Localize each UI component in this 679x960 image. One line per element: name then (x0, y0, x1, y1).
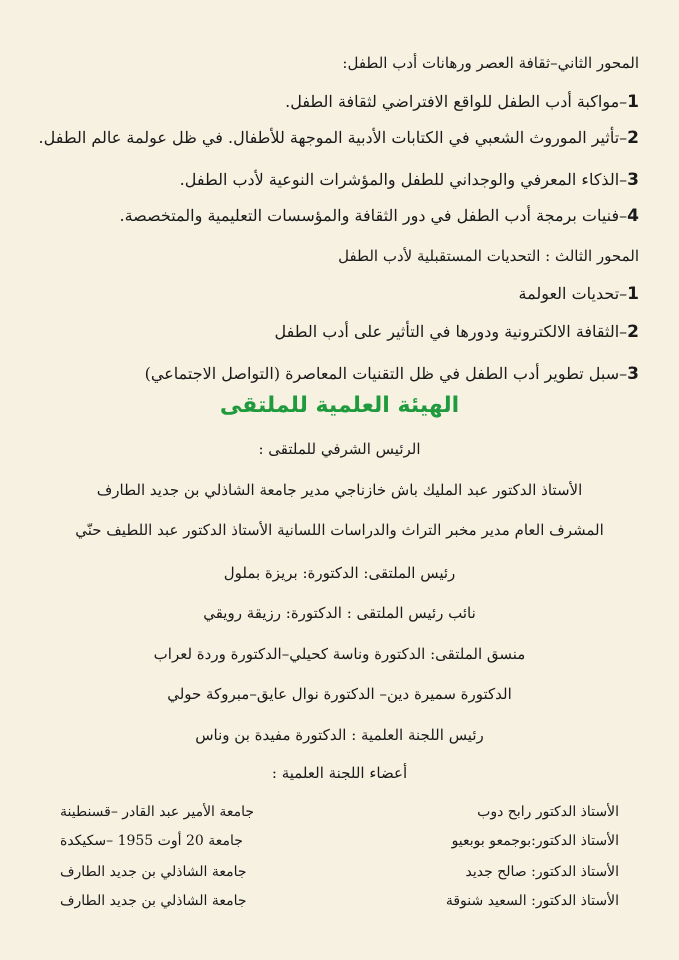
item-number: 4 (627, 206, 639, 226)
item-text: –مواكبة أدب الطفل للواقع الافتراضي لثقافة الطفل. (285, 92, 628, 111)
member-university: جامعة 20 أوت 1955 –سكيكدة (60, 833, 243, 849)
axis2-item-3 (180, 170, 639, 190)
axis3-item-3 (145, 364, 639, 384)
item-number: 2 (627, 322, 639, 342)
axis3-item-1 (518, 284, 639, 304)
coordinators-continued: الدكتورة سميرة دين– الدكتورة نوال عايق–مبروكة حولي (167, 685, 512, 703)
member-university: جامعة الأمير عبد القادر –قسنطينة (60, 804, 255, 820)
scientific-committee-members-label: أعضاء اللجنة العلمية : (271, 764, 408, 782)
item-number: 1 (627, 284, 639, 304)
item-number: 3 (627, 170, 639, 190)
axis3-item-2 (274, 322, 639, 342)
item-text: –سبل تطوير أدب الطفل في ظل التقنيات المعاصرة (التواصل الاجتماعي) (144, 364, 628, 383)
conference-president: رئيس الملتقى: الدكتورة: بريزة بملول (223, 564, 456, 582)
member-name: الأستاذ الدكتور: صالح جديد (465, 864, 619, 880)
scientific-committee-president: رئيس اللجنة العلمية : الدكتورة مفيدة بن وناس (195, 726, 484, 744)
axis2-item-2 (39, 128, 639, 148)
axis3-title: المحور الثالث : التحديات المستقبلية لأدب الطفل (338, 247, 639, 265)
item-text: –فنيات برمجة أدب الطفل في دور الثقافة والمؤسسات التعليمية والمتخصصة. (119, 206, 628, 225)
item-number: 1 (627, 92, 639, 112)
member-university: جامعة الشاذلي بن جديد الطارف (60, 864, 247, 880)
member-row (60, 861, 619, 883)
member-name: الأستاذ الدكتور: السعيد شنوقة (445, 893, 619, 909)
member-name: الأستاذ الدكتور:بوجمعو بوبعيو (451, 833, 619, 849)
item-text: –الثقافة الالكترونية ودورها في التأثير على أدب الطفل (274, 322, 628, 341)
item-number: 2 (627, 128, 639, 148)
general-supervisor: المشرف العام مدير مخبر التراث والدراسات اللسانية الأستاذ الدكتور عبد اللطيف حنّي (75, 521, 604, 539)
coordinators: منسق الملتقى: الدكتورة وناسة كحيلي–الدكتورة وردة لعراب (153, 645, 526, 663)
honorary-president-label: الرئيس الشرفي للملتقى : (258, 440, 421, 458)
item-number: 3 (627, 364, 639, 384)
member-row (60, 801, 619, 823)
axis2-item-1 (285, 92, 639, 112)
axis2-title: المحور الثاني–ثقافة العصر ورهانات أدب الطفل: (342, 54, 639, 72)
item-text: –تحديات العولمة (518, 284, 628, 303)
member-university: جامعة الشاذلي بن جديد الطارف (60, 893, 247, 909)
vice-president: نائب رئيس الملتقى : الدكتورة: رزيقة رويقي (203, 604, 476, 622)
member-name: الأستاذ الدكتور رابح دوب (477, 804, 619, 820)
member-row (60, 830, 619, 852)
item-text: –الذكاء المعرفي والوجداني للطفل والمؤشرات النوعية لأدب الطفل. (179, 170, 628, 189)
item-text: –تأثير الموروث الشعبي في الكتابات الأدبية الموجهة للأطفال. في ظل عولمة عالم الطفل. (38, 128, 628, 147)
axis2-item-4 (119, 206, 639, 226)
committee-title: الهيئة العلمية للملتقى (219, 393, 460, 418)
honorary-president-name: الأستاذ الدكتور عبد المليك باش خازناجي مدير جامعة الشاذلي بن جديد الطارف (96, 481, 583, 499)
member-row (60, 890, 619, 912)
